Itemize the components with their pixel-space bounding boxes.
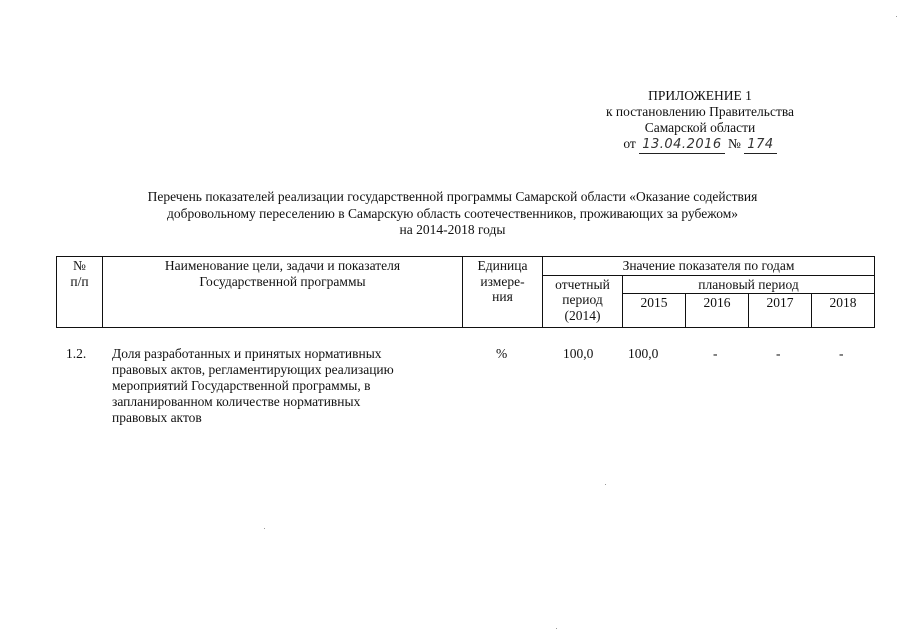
header-year-2017: 2017: [749, 294, 812, 328]
scan-speck: [556, 628, 557, 629]
appendix-date-line: [560, 136, 840, 154]
row-report-value: 100,0: [563, 346, 594, 361]
appendix-line-1: к постановлению Правительства: [605, 104, 795, 119]
header-year-2015: 2015: [623, 294, 686, 328]
header-plan-group: плановый период: [623, 275, 875, 294]
table-row: [56, 346, 871, 446]
header-report-period: отчетный период (2014): [543, 275, 623, 328]
row-name: Доля разработанных и принятых нормативных правовых актов, регламентирующих реализацию мероприятий Государственной программы, в запланированном количестве нормативных правовых актов: [112, 346, 394, 425]
number-prefix: №: [728, 136, 741, 151]
scan-speck: [264, 528, 265, 529]
row-unit: %: [496, 346, 508, 361]
row-2017-value: -: [776, 346, 781, 361]
date-prefix: от: [623, 136, 636, 151]
header-unit: Единица измере- ния: [463, 257, 543, 328]
header-values-group: Значение показателя по годам: [543, 257, 875, 276]
title-line-1: Перечень показателей реализации государственной программы Самарской области «Оказание содействия: [147, 189, 758, 204]
row-2018-value: -: [839, 346, 844, 361]
indicator-table-header: [56, 256, 875, 328]
appendix-line-2: Самарской области: [644, 120, 756, 135]
scan-speck: [896, 16, 897, 17]
appendix-title: ПРИЛОЖЕНИЕ 1: [648, 88, 752, 103]
title-line-2: добровольному переселению в Самарскую область соотечественников, проживающих за рубежом»: [167, 205, 738, 221]
header-num: № п/п: [57, 257, 103, 328]
header-year-2016: 2016: [686, 294, 749, 328]
row-num: 1.2.: [66, 346, 87, 361]
row-2015-value: 100,0: [628, 346, 659, 361]
header-name: Наименование цели, задачи и показателя Государственной программы: [103, 257, 463, 328]
row-2016-value: -: [713, 346, 718, 361]
appendix-block: [560, 88, 840, 154]
scan-speck: [605, 484, 606, 485]
document-title: [40, 189, 865, 239]
handwritten-date: 13.04.2016: [639, 137, 724, 154]
handwritten-number: 174: [744, 137, 776, 154]
header-year-2018: 2018: [812, 294, 875, 328]
title-line-3: на 2014-2018 годы: [399, 222, 506, 237]
